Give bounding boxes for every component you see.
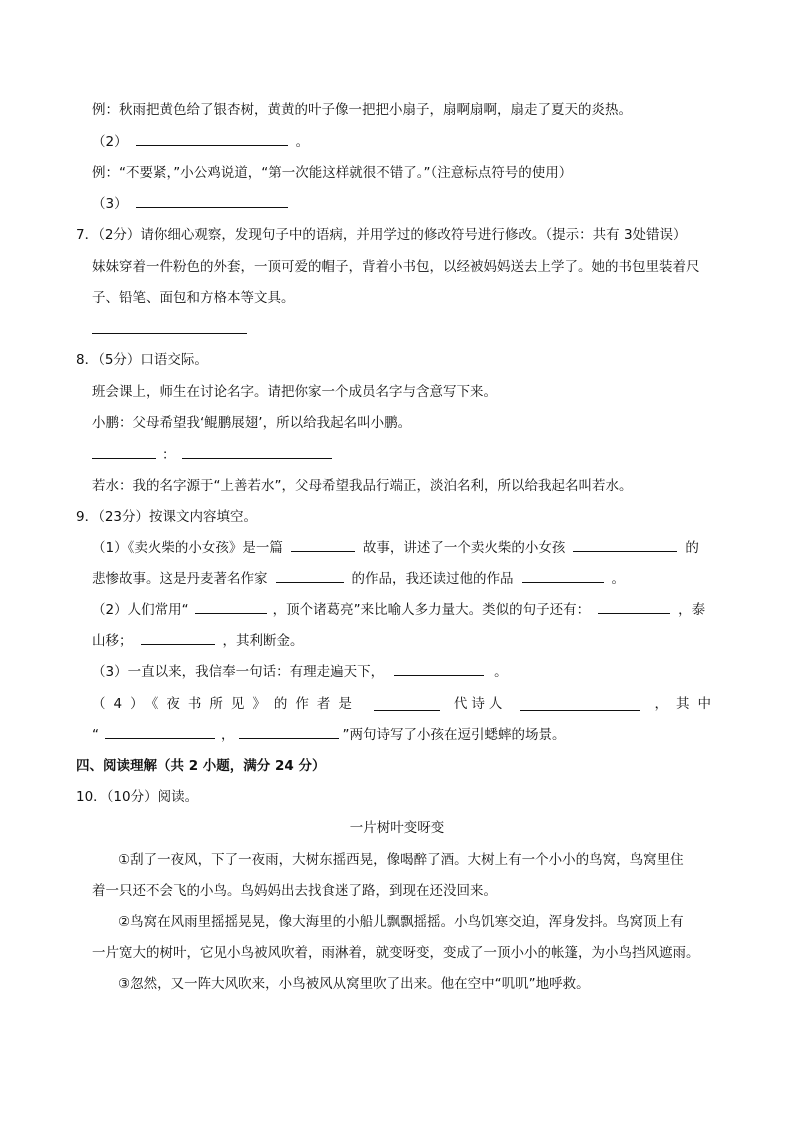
answer-blank[interactable]: [573, 538, 677, 552]
text: ，其利断金。: [222, 633, 304, 649]
passage-paragraph-2-cont: 一片宽大的树叶，它见小鸟被风吹着，雨淋着，就变呀变，变成了一顶小小的帐篷，为小鸟挡风遮雨。: [92, 945, 700, 961]
question-8-heading: 8．（5分）口语交际。: [76, 352, 208, 368]
text: “: [92, 727, 99, 743]
meaning-blank[interactable]: [182, 445, 332, 459]
question-9-part-4: [92, 694, 719, 714]
question-10-heading: 10．（10分）阅读。: [76, 789, 199, 805]
question-9-part-2-cont: [92, 631, 304, 651]
question-9-part-3: [92, 662, 508, 682]
text: （2）人们常用“: [92, 602, 189, 618]
passage-paragraph-2: ②鸟窝在风雨里摇摇晃晃，像大海里的小船儿飘飘摇摇。小鸟饥寒交迫，浑身发抖。鸟窝顶上有: [118, 914, 684, 930]
colon: ：: [162, 447, 176, 463]
text: （1）《卖火柴的小女孩》是一篇: [92, 540, 283, 556]
text: ，其中: [654, 696, 719, 712]
answer-blank[interactable]: [291, 538, 355, 552]
answer-blank[interactable]: [141, 631, 215, 645]
item-number: （3）: [92, 196, 128, 212]
text: ，泰: [678, 602, 706, 618]
text: ，: [221, 727, 235, 743]
answer-blank[interactable]: [195, 600, 267, 614]
answer-blank[interactable]: [136, 132, 288, 146]
question-8-example: 小鹏：父母希望我‘鲲鹏展翅’，所以给我起名叫小鹏。: [92, 415, 412, 431]
question-9-heading: 9．（23分）按课文内容填空。: [76, 509, 258, 525]
text: （4）《夜书所见》的作者是: [92, 696, 360, 712]
question-9-part-2: [92, 600, 705, 620]
text: ，顶个诸葛亮”来比喻人多力量大。类似的句子还有：: [272, 602, 591, 618]
section-4-heading: 四、阅读理解（共 2 小题，满分 24 分）: [76, 758, 326, 774]
answer-blank[interactable]: [239, 725, 339, 739]
passage-paragraph-1-cont: 着一只还不会飞的小鸟。鸟妈妈出去找食迷了路，到现在还没回来。: [92, 883, 497, 899]
question-7-heading: 7．（2分）请你细心观察，发现句子中的语病，并用学过的修改符号进行修改。（提示：共有 3处错误）: [76, 227, 687, 243]
text: 。: [494, 664, 508, 680]
question-7-answer-line: [92, 320, 247, 340]
text: （3）一直以来，我信奉一句话：有理走遍天下，: [92, 664, 385, 680]
question-9-part-1-cont: [92, 569, 625, 589]
punct: 。: [295, 134, 310, 150]
passage-paragraph-1: ①刮了一夜风，下了一夜雨，大树东摇西晃，像喝醉了酒。大树上有一个小小的鸟窝，鸟窝里住: [118, 852, 684, 868]
text: 的作品，我还读过他的作品: [351, 571, 514, 587]
item-number: （2）: [92, 134, 128, 150]
answer-blank[interactable]: [598, 600, 670, 614]
example-sentence-2: 例：“不要紧，”小公鸡说道，“第一次能这样就很不错了。”（注意标点符号的使用）: [92, 165, 573, 181]
answer-blank[interactable]: [276, 569, 344, 583]
text: 代诗人: [453, 696, 507, 712]
question-8-example-2: 若水：我的名字源于“上善若水”，父母希望我品行端正，淡泊名利，所以给我起名叫若水。: [92, 478, 633, 494]
answer-blank[interactable]: [105, 725, 215, 739]
answer-blank[interactable]: [92, 320, 247, 334]
name-blank[interactable]: [92, 445, 156, 459]
passage-title: 一片树叶变呀变: [349, 820, 445, 836]
question-7-sentence-cont: 子、铅笔、面包和方格本等文具。: [92, 290, 295, 306]
sentence-2-line: [92, 132, 309, 152]
passage-paragraph-3: ③忽然，又一阵大风吹来，小鸟被风从窝里吹了出来。他在空中“叽叽”地呼救。: [118, 976, 590, 992]
answer-blank[interactable]: [394, 662, 484, 676]
sentence-3-line: [92, 194, 288, 214]
text: 的: [685, 540, 699, 556]
question-9-part-4-cont: [92, 725, 566, 745]
answer-blank[interactable]: [520, 697, 640, 711]
question-8-prompt: 班会课上，师生在讨论名字。请把你家一个成员名字与含意写下来。: [92, 384, 497, 400]
text: ”两句诗写了小孩在逗引蟋蟀的场景。: [342, 727, 566, 743]
question-7-sentence: 妹妹穿着一件粉色的外套，一顶可爱的帽子，背着小书包，以经被妈妈送去上学了。她的书包里装着尺: [92, 259, 700, 275]
answer-blank[interactable]: [136, 194, 288, 208]
text: 故事，讲述了一个卖火柴的小女孩: [362, 540, 566, 556]
text: 山移；: [92, 633, 133, 649]
question-8-answer-line: [92, 445, 332, 465]
answer-blank[interactable]: [374, 697, 440, 711]
example-sentence-1: 例：秋雨把黄色给了银杏树，黄黄的叶子像一把把小扇子，扇啊扇啊，扇走了夏天的炎热。: [92, 102, 632, 118]
question-9-part-1: [92, 538, 699, 558]
text: 。: [611, 571, 625, 587]
answer-blank[interactable]: [522, 569, 604, 583]
text: 悲惨故事。这是丹麦著名作家: [92, 571, 268, 587]
